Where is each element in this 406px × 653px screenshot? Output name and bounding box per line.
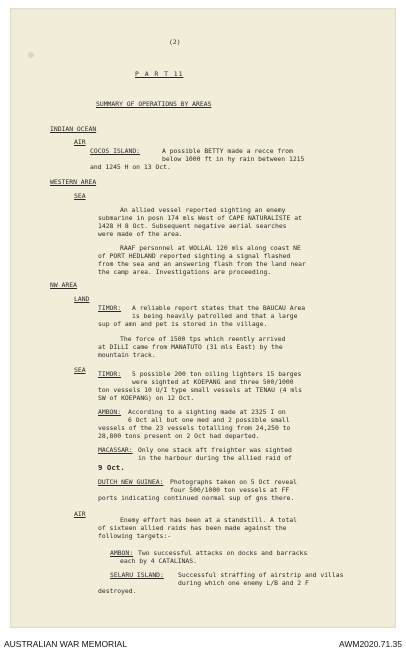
- nw-area-land-heading: LAND: [74, 295, 90, 303]
- ambon-line: 6 Oct all but one med and 2 possible small: [128, 416, 290, 424]
- dutch-new-guinea-label: DUTCH NEW GUINEA:: [98, 478, 164, 486]
- macassar-label: MACASSAR:: [98, 446, 133, 454]
- cocos-line: A possible BETTY made a recce from: [162, 147, 293, 155]
- cocos-line: and 1245 H on 13 Oct.: [90, 163, 171, 171]
- archive-footer: [0, 632, 406, 653]
- air-ambon-label: AMBON:: [110, 549, 134, 557]
- nw-area-sea-heading: SEA: [74, 366, 86, 374]
- sea-line: 5 possible 200 ton oiling lighters 15 barges: [132, 370, 302, 378]
- macassar-line: 9 Oct.: [98, 463, 125, 472]
- indian-ocean-heading: INDIAN OCEAN: [50, 125, 97, 133]
- western-area-line: of PORT HEDLAND reported sighting a signal flashed: [98, 252, 291, 260]
- summary-heading: SUMMARY OF OPERATIONS BY AREAS: [96, 100, 212, 108]
- selaru-line: during which one enemy L/B and 2 F: [178, 579, 309, 587]
- nw-area-heading: NW AREA: [50, 281, 77, 289]
- dng-line: four 500/1000 ton vessels at FF: [170, 486, 290, 494]
- air-line: following targets:-: [98, 532, 172, 540]
- ambon-line: According to a sighting made at 2325 I on: [128, 408, 286, 416]
- sea-line: ton vessels 10 U/I type small vessels at TENAU (4 mls: [98, 386, 302, 394]
- land-line: mountain track.: [98, 351, 156, 359]
- footer-institution: AUSTRALIAN WAR MEMORIAL: [4, 639, 127, 649]
- western-area-line: were made of the area.: [98, 230, 183, 238]
- cocos-line: below 1000 ft in hy rain between 1215: [162, 155, 305, 163]
- air-line: Enemy effort has been at a standstill. A total: [120, 516, 297, 524]
- selaru-line: Successful straffing of airstrip and villas: [178, 571, 344, 579]
- dng-line: ports indicating continued normal sup of gns there.: [98, 494, 295, 502]
- cocos-island-label: COCOS ISLAND:: [90, 147, 141, 155]
- western-area-line: RAAF personnel at WOLLAL 120 mls along coast NE: [120, 244, 301, 252]
- footer-accession-number: AWM2020.71.35: [339, 639, 402, 649]
- macassar-line: Only one stack aft freighter was sighted: [138, 446, 292, 454]
- air-line: of sixteen allied raids has been made against the: [98, 524, 287, 532]
- document-page: [10, 8, 396, 628]
- macassar-line: in the harbour during the allied raid of: [138, 454, 292, 462]
- ambon-label: AMBON:: [98, 408, 122, 416]
- western-area-line: the camp area. Investigations are proceeding.: [98, 268, 272, 276]
- air-ambon-line: Two successful attacks on docks and barracks: [138, 549, 308, 557]
- nw-area-air-heading: AIR: [74, 510, 86, 518]
- indian-ocean-air-heading: AIR: [74, 138, 86, 146]
- air-ambon-line: each by 4 CATALINAS.: [120, 557, 197, 565]
- land-line: A reliable report states that the BAUCAU Area: [132, 304, 306, 312]
- western-area-line: An allied vessel reported sighting an enemy: [120, 206, 286, 214]
- western-area-sea-heading: SEA: [74, 192, 86, 200]
- land-line: at DILLI came from MANATUTO (31 mls East) by the: [98, 343, 283, 351]
- ambon-line: vessels of the 23 vessels totalling from 24,250 to: [98, 424, 291, 432]
- page-number: (2): [169, 38, 181, 46]
- western-area-heading: WESTERN AREA: [50, 178, 97, 186]
- dng-line: Photographs taken on 5 Oct reveal: [170, 478, 297, 486]
- part-heading: P A R T 11: [135, 70, 184, 78]
- timor-label: TIMOR:: [98, 304, 122, 312]
- punch-hole: [28, 52, 34, 58]
- sea-timor-label: TIMOR:: [98, 370, 122, 378]
- selaru-island-label: SELARU ISLAND:: [110, 571, 164, 579]
- land-line: is being heavily patrolled and that a large: [132, 312, 298, 320]
- land-line: The force of 1500 tps which reently arrived: [120, 335, 286, 343]
- selaru-line: destroyed.: [98, 587, 137, 595]
- sea-line: SW of KOEPANG) on 12 Oct.: [98, 394, 195, 402]
- ambon-line: 28,800 tons present on 2 Oct had departed.: [98, 432, 260, 440]
- land-line: sup of amn and pet is stored in the village.: [98, 320, 268, 328]
- sea-line: were sighted at KOEPANG and three 500/1000: [132, 378, 294, 386]
- western-area-line: submarine in posn 174 mls West of CAPE NATURALISTE at: [98, 214, 302, 222]
- western-area-line: from the sea and an answering flash from the land near: [98, 260, 306, 268]
- western-area-line: 1428 H 8 Oct. Subsequent negative aerial searches: [98, 222, 287, 230]
